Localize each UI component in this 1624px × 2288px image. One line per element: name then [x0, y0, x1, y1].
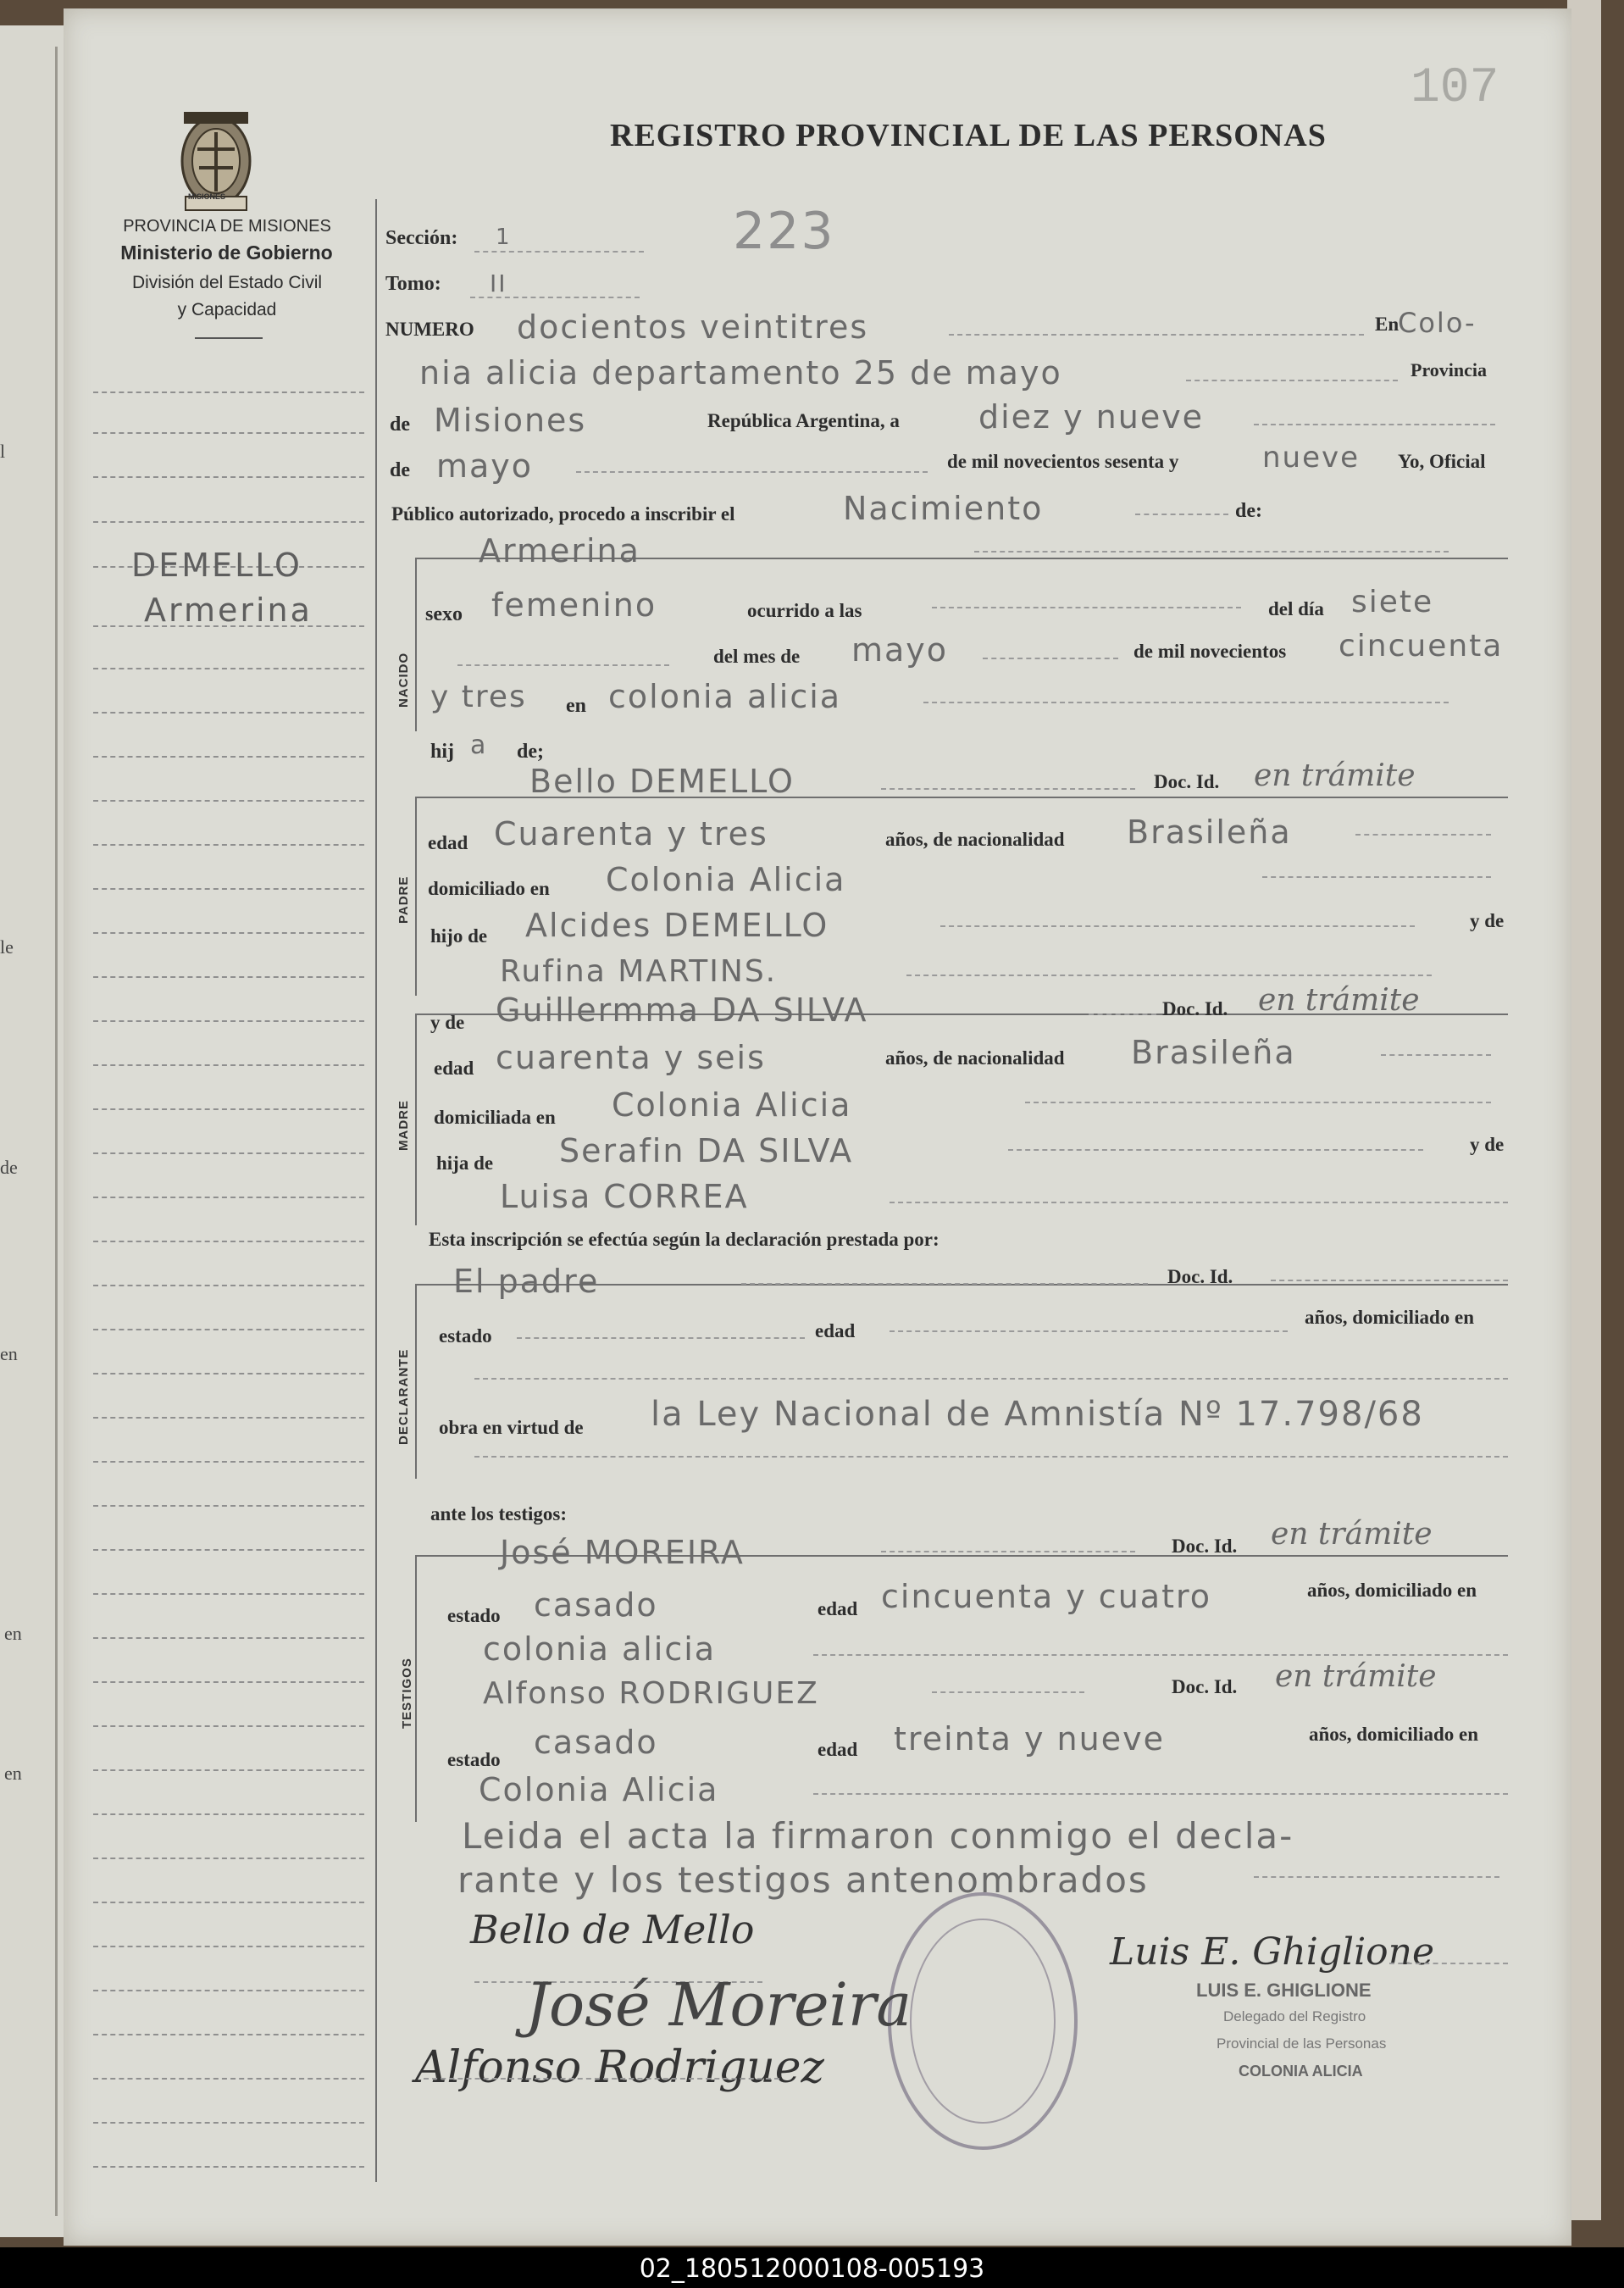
year-value: nueve: [1262, 441, 1361, 475]
mes-label: del mes de: [713, 646, 801, 667]
month-de-label: de: [390, 459, 410, 481]
padre-domicilio-label: domiciliado en: [428, 878, 550, 899]
nacido-en-label: en: [566, 695, 586, 717]
witness-2-name: Alfonso RODRIGUEZ: [483, 1676, 819, 1711]
place-line-2: nia alicia departamento 25 de mayo: [419, 354, 1062, 392]
father-name: Bello DEMELLO: [529, 763, 795, 800]
declarante-section-label: DECLARANTE: [396, 1348, 411, 1445]
month-value: mayo: [436, 447, 534, 485]
witness-1-edad-value: cincuenta y cuatro: [881, 1578, 1212, 1615]
padre-edad-label: edad: [428, 832, 468, 853]
oficial-signature: Luis E. Ghiglione: [1110, 1930, 1435, 1974]
oficial-stamp-role-1: Delegado del Registro: [1223, 2008, 1366, 2024]
nacido-section-label: NACIDO: [396, 652, 411, 708]
oficial-stamp-place: COLONIA ALICIA: [1239, 2063, 1363, 2080]
witness-1-edad-label: edad: [818, 1598, 858, 1619]
madre-nacionalidad-value: Brasileña: [1131, 1034, 1296, 1071]
day-value: diez y nueve: [978, 398, 1205, 436]
sexo-value: femenino: [491, 586, 657, 624]
closing-line-2: rante y los testigos antenombrados: [457, 1859, 1149, 1901]
maternal-grandmother: Luisa CORREA: [500, 1178, 749, 1215]
padre-bracket: [415, 797, 417, 996]
witness-1-signature: José Moreira: [525, 1970, 912, 2040]
witness-1-name: José MOREIRA: [500, 1534, 745, 1571]
provincia-label: Provincia: [1411, 359, 1488, 380]
witness-2-dom-value: Colonia Alicia: [479, 1771, 719, 1808]
obra-label: obra en virtud de: [439, 1417, 584, 1438]
madre-hija-label: hija de: [436, 1152, 494, 1174]
tomo-label: Tomo:: [385, 273, 441, 295]
padre-domicilio-value: Colonia Alicia: [606, 861, 846, 898]
ocurrido-label: ocurrido a las: [747, 600, 862, 621]
division-heading: División del Estado Civil: [131, 273, 323, 292]
oficial-stamp-role-2: Provincial de las Personas: [1217, 2035, 1387, 2052]
image-id-caption: 02_180512000108-005193: [639, 2254, 985, 2284]
padre-doc-label: Doc. Id.: [1154, 771, 1220, 792]
birth-place: colonia alicia: [608, 678, 842, 715]
declarante-estado-label: estado: [439, 1325, 492, 1347]
numero-label: NUMERO: [385, 319, 474, 340]
hij-label: hij: [430, 741, 455, 763]
seccion-value: 1: [496, 225, 512, 250]
madre-y-de-label: y de: [430, 1012, 465, 1033]
witness-2-doc-value: en trámite: [1275, 1659, 1437, 1694]
witness-1-dom-value: colonia alicia: [483, 1630, 717, 1668]
madre-domicilio-label: domiciliada en: [434, 1107, 556, 1128]
de-label: de: [390, 414, 410, 436]
oficial-stamp-name: LUIS E. GHIGLIONE: [1196, 1980, 1372, 2001]
dia-label: del día: [1268, 598, 1324, 619]
seal-lettering: MISIONES: [188, 192, 226, 201]
declarante-signature: Bello de Mello: [470, 1907, 755, 1952]
page-number: 107: [1411, 61, 1499, 116]
form-frame-line: [375, 199, 377, 2182]
padre-edad-value: Cuarenta y tres: [494, 815, 768, 852]
record-number: 223: [733, 202, 835, 261]
witness-1-estado-label: estado: [447, 1605, 501, 1626]
hij-de-label: de;: [517, 741, 544, 763]
ministry-heading: Ministerio de Gobierno: [120, 242, 333, 264]
witness-2-estado-value: casado: [534, 1724, 658, 1761]
nacido-bracket: [415, 558, 417, 731]
page-stack-edge: [1567, 0, 1601, 2220]
witness-1-estado-value: casado: [534, 1586, 658, 1624]
republica-label: República Argentina, a: [707, 410, 900, 431]
left-page-fragment: de: [0, 1157, 18, 1178]
padre-nacionalidad-value: Brasileña: [1127, 814, 1292, 851]
newborn-name: Armerina: [479, 532, 640, 569]
mil-label: de mil novecientos: [1133, 641, 1287, 662]
paternal-grandmother: Rufina MARTINS.: [500, 954, 778, 989]
act-type: Nacimiento: [843, 490, 1044, 527]
testigos-bracket: [415, 1555, 417, 1822]
publico-label: Público autorizado, procedo a inscribir el: [391, 503, 735, 525]
madre-edad-label: edad: [434, 1058, 474, 1079]
left-page-fragment: en: [4, 1623, 22, 1644]
declarante-edad-label: edad: [815, 1320, 856, 1341]
madre-edad-value: cuarenta y seis: [496, 1039, 766, 1076]
madre-doc-value: en trámite: [1258, 983, 1420, 1018]
declarante-intro: Esta inscripción se efectúa según la declaración prestada por:: [429, 1229, 939, 1250]
capacity-heading: y Capacidad: [177, 300, 277, 319]
madre-nacionalidad-label: años, de nacionalidad: [885, 1047, 1065, 1069]
madre-domicilio-value: Colonia Alicia: [612, 1086, 852, 1124]
document-title: REGISTRO PROVINCIAL DE LAS PERSONAS: [610, 118, 1327, 153]
birth-year-1: cincuenta: [1339, 629, 1504, 664]
dia-value: siete: [1351, 585, 1434, 619]
left-page-fragment: en: [4, 1763, 22, 1784]
margin-surname: DEMELLO: [131, 547, 302, 584]
madre-y-de-label-2: y de: [1470, 1134, 1505, 1155]
mes-value: mayo: [851, 631, 949, 669]
testigos-intro: ante los testigos:: [430, 1503, 567, 1524]
madre-section-label: MADRE: [396, 1100, 411, 1151]
padre-section-label: PADRE: [396, 875, 411, 924]
oficial-label: Yo, Oficial: [1398, 451, 1486, 472]
obra-value: la Ley Nacional de Amnistía Nº 17.798/68: [651, 1395, 1424, 1434]
place-line-1: Colo-: [1398, 307, 1477, 339]
padre-y-de-label: y de: [1470, 910, 1505, 931]
declarante-name: El padre: [453, 1263, 600, 1300]
left-page-fragment: le: [0, 936, 14, 958]
de-colon-label: de:: [1235, 500, 1262, 522]
witness-2-edad-label: edad: [818, 1739, 858, 1760]
witness-2-doc-label: Doc. Id.: [1172, 1676, 1238, 1697]
sexo-label: sexo: [425, 603, 463, 625]
declarante-doc-label: Doc. Id.: [1167, 1266, 1233, 1287]
heading-divider: [195, 337, 263, 339]
witness-1-dom-label: años, domiciliado en: [1307, 1580, 1477, 1601]
madre-bracket: [415, 1013, 417, 1225]
madre-doc-label: Doc. Id.: [1162, 998, 1228, 1019]
hij-value: a: [470, 730, 488, 760]
left-page-fragment: en: [0, 1343, 18, 1364]
declarante-bracket: [415, 1284, 417, 1479]
tomo-value: II: [490, 269, 507, 297]
province-heading: PROVINCIA DE MISIONES: [123, 217, 331, 236]
witness-1-doc-label: Doc. Id.: [1172, 1536, 1238, 1557]
declarante-domicilio-label: años, domiciliado en: [1305, 1307, 1475, 1328]
numero-value: docientos veintitres: [517, 308, 869, 346]
witness-2-edad-value: treinta y nueve: [894, 1720, 1165, 1758]
padre-hijo-label: hijo de: [430, 925, 488, 947]
province-value: Misiones: [434, 402, 587, 439]
page-fold: [55, 47, 58, 2216]
testigos-section-label: TESTIGOS: [400, 1658, 414, 1729]
closing-line-1: Leida el acta la firmaron conmigo el decla-: [462, 1815, 1294, 1857]
padre-nacionalidad-label: años, de nacionalidad: [885, 829, 1065, 850]
witness-2-dom-label: años, domiciliado en: [1309, 1724, 1479, 1745]
left-page-fragment: l: [0, 441, 6, 462]
padre-doc-value: en trámite: [1254, 758, 1416, 793]
witness-1-doc-value: en trámite: [1271, 1517, 1433, 1552]
seccion-label: Sección:: [385, 227, 458, 249]
birth-year-2: y tres: [430, 680, 527, 714]
mother-name: Guillermma DA SILVA: [496, 991, 868, 1029]
maternal-grandfather: Serafin DA SILVA: [559, 1132, 854, 1169]
year-label: de mil novecientos sesenta y: [947, 451, 1179, 472]
witness-2-estado-label: estado: [447, 1749, 501, 1770]
margin-given-name: Armerina: [144, 591, 313, 629]
witness-2-signature: Alfonso Rodriguez: [415, 2042, 824, 2093]
en-label: En: [1375, 314, 1400, 335]
paternal-grandfather: Alcides DEMELLO: [525, 907, 829, 944]
